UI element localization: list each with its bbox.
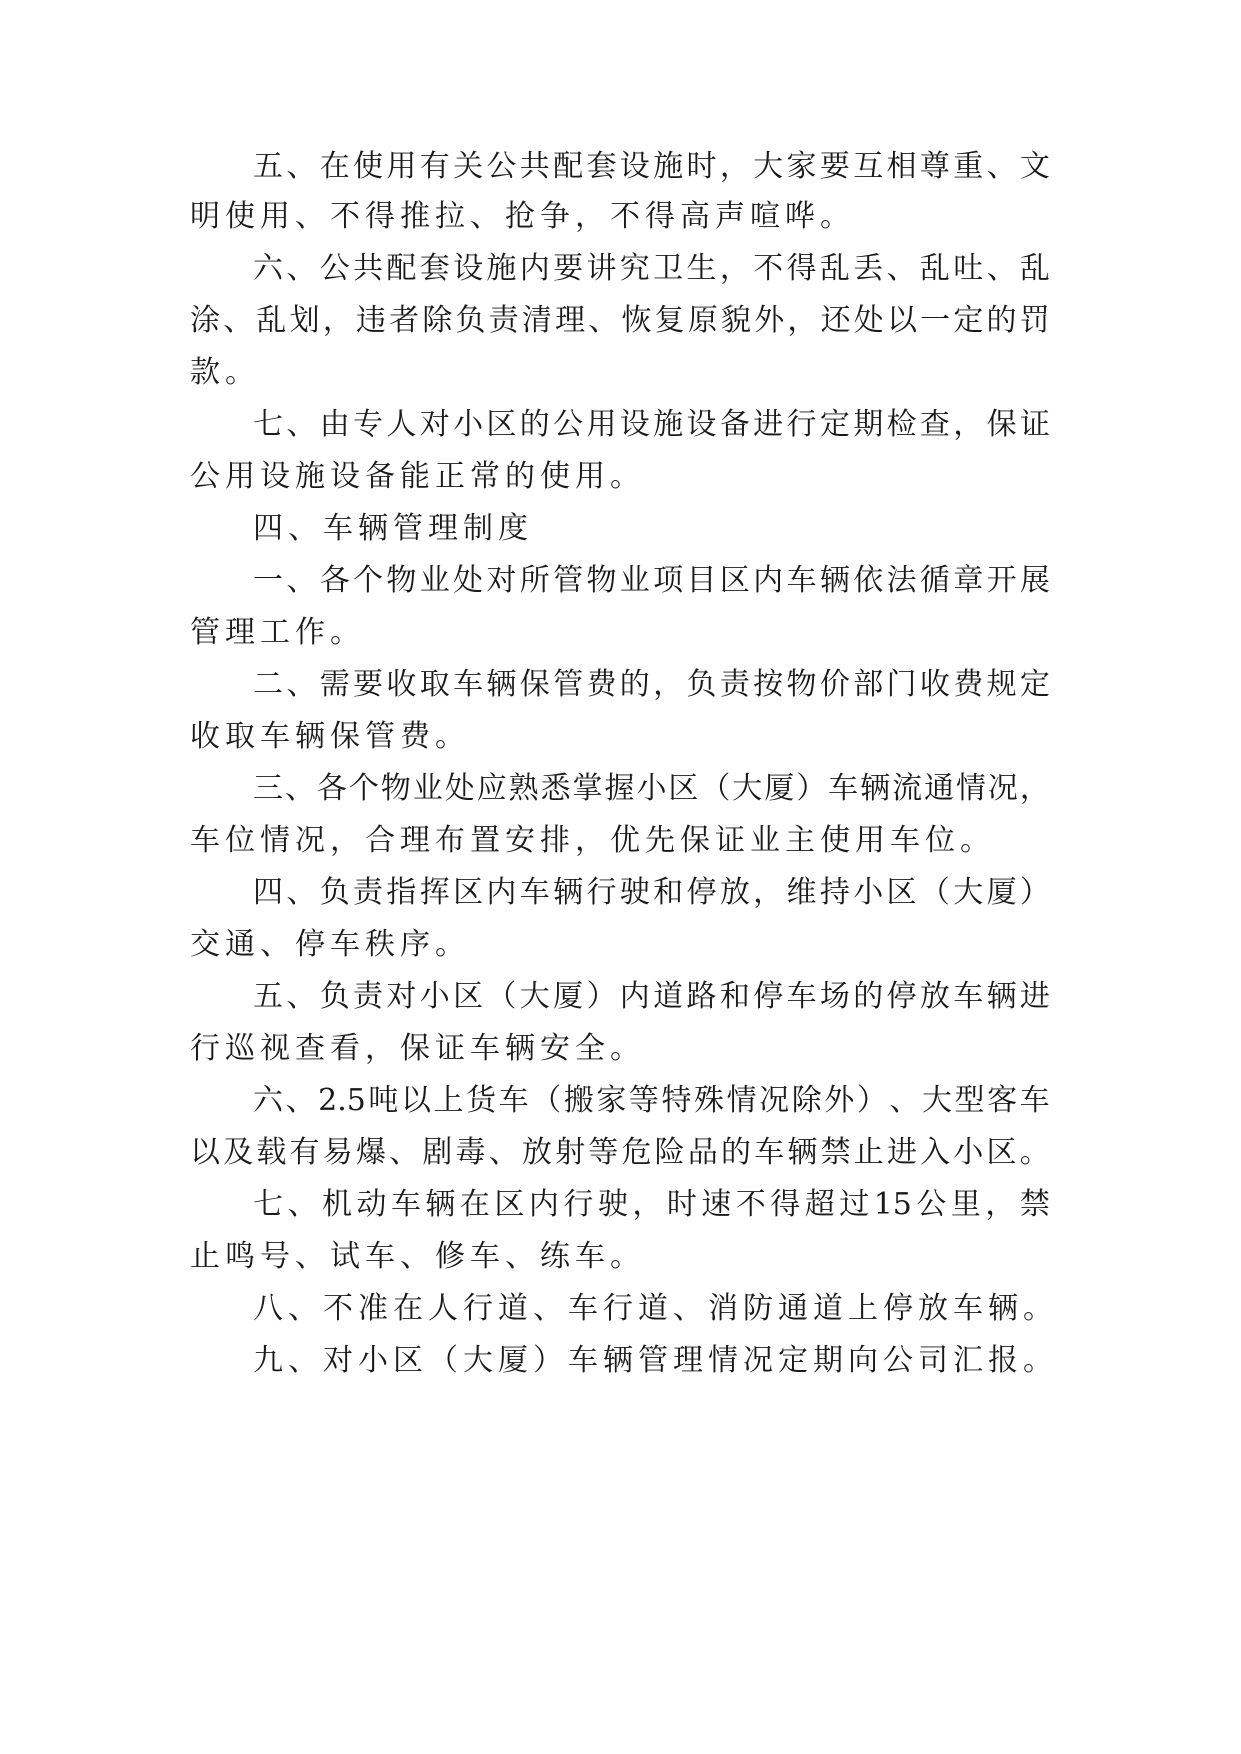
text-line: 五 、 在 使 用 有 关 公 共 配 套 设 施 时 ， 大 家 要 互 相 尊 重 、 文 <box>253 149 1050 184</box>
text-line: 八、不准在人行道、车行道、消防通道上停放车辆。 <box>253 1291 1058 1326</box>
text-line: 公用设施设备能正常的使用。 <box>190 459 645 494</box>
text-line: 交通、停车秩序。 <box>190 927 470 962</box>
text-line: 六 、 公 共 配 套 设 施 内 要 讲 究 卫 生 ， 不 得 乱 丢 、 乱 吐 、 乱 <box>253 251 1050 286</box>
text-line: 五 、 负 责 对 小 区 （ 大 厦 ） 内 道 路 和 停 车 场 的 停 放 车 辆 进 <box>253 979 1050 1014</box>
text-line: 止鸣号、试车、修车、练车。 <box>190 1239 645 1274</box>
text-line: 涂 、 乱 划 ， 违 者 除 负 责 清 理 、 恢 复 原 貌 外 ， 还 处 以 一 定 的 罚 <box>190 303 1050 338</box>
text-line: 二 、 需 要 收 取 车 辆 保 管 费 的 ， 负 责 按 物 价 部 门 收 费 规 定 <box>253 667 1050 702</box>
text-line: 行巡视查看，保证车辆安全。 <box>190 1031 645 1066</box>
text-line: 三 、 各 个 物 业 处 应 熟 悉 掌 握 小 区 （ 大 厦 ） 车 辆 流 通 情 况 ， <box>253 771 1050 806</box>
text-line: 九、对小区（大厦）车辆管理情况定期向公司汇报。 <box>253 1343 1058 1378</box>
text-line: 七 、 由 专 人 对 小 区 的 公 用 设 施 设 备 进 行 定 期 检 查 ， 保 证 <box>253 407 1050 442</box>
text-line: 一 、 各 个 物 业 处 对 所 管 物 业 项 目 区 内 车 辆 依 法 循 章 开 展 <box>253 563 1050 598</box>
section-heading: 四、车辆管理制度 <box>253 511 533 546</box>
text-line: 管理工作。 <box>190 615 365 650</box>
text-line: 车位情况，合理布置安排，优先保证业主使用车位。 <box>190 823 995 858</box>
text-line: 收取车辆保管费。 <box>190 719 470 754</box>
text-line: 款。 <box>190 355 260 390</box>
text-line: 明使用、不得推拉、抢争，不得高声喧哗。 <box>190 199 855 234</box>
text-line: 以 及 载 有 易 爆 、 剧 毒 、 放 射 等 危 险 品 的 车 辆 禁 止 进 入 小 区 。 <box>190 1135 1050 1170</box>
text-line: 四 、 负 责 指 挥 区 内 车 辆 行 驶 和 停 放 ， 维 持 小 区 （ 大 厦 ） <box>253 875 1050 910</box>
text-line: 六 、 2.5 吨 以 上 货 车 （ 搬 家 等 特 殊 情 况 除 外 ） 、 大 型 客 车 <box>253 1083 1050 1118</box>
text-line: 七 、 机 动 车 辆 在 区 内 行 驶 ， 时 速 不 得 超 过 15 公 里 ， 禁 <box>253 1187 1050 1222</box>
